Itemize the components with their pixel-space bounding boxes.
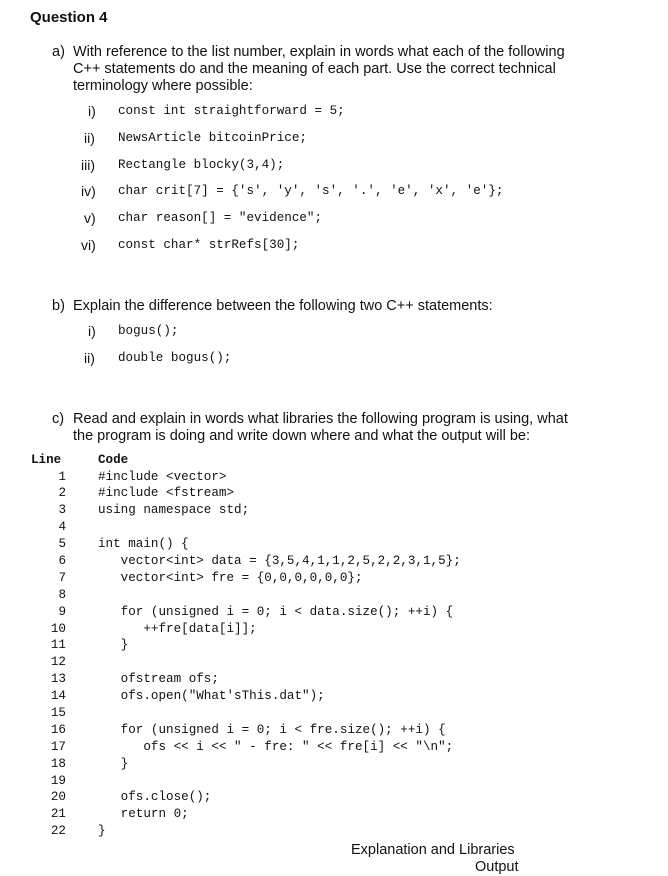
question-title: Question 4 (30, 9, 108, 26)
code-line-text: #include <fstream> (98, 486, 235, 501)
part-c-line: the program is doing and write down where and what the output will be: (73, 428, 531, 444)
code-line-number: 21 (50, 807, 66, 822)
code-line-text: ++fre[data[i]]; (98, 621, 257, 636)
part-a-item-code: Rectangle blocky(3,4); (118, 158, 285, 172)
part-a-item-num: vi) (81, 237, 96, 253)
code-line-number: 17 (50, 739, 66, 754)
code-line-number: 3 (58, 503, 66, 518)
code-line-number: 4 (58, 520, 66, 535)
part-a-line: With reference to the list number, explain in words what each of the following (73, 44, 565, 60)
code-line-number: 10 (50, 621, 66, 636)
code-line-text: vector<int> data = {3,5,4,1,1,2,5,2,2,3,1,5}; (98, 553, 461, 568)
code-line-number: 15 (50, 705, 66, 720)
code-line-number: 13 (50, 672, 66, 687)
code-line-text: } (98, 756, 129, 771)
code-line-text: for (unsigned i = 0; i < fre.size(); ++i) { (98, 722, 446, 737)
code-line-number: 1 (58, 469, 66, 484)
part-a-item-code: NewsArticle bitcoinPrice; (118, 131, 307, 145)
code-line-text: ofstream ofs; (98, 672, 219, 687)
code-line-text: } (98, 638, 129, 653)
part-a-item-code: const int straightforward = 5; (118, 104, 345, 118)
code-line-number: 5 (58, 537, 66, 552)
code-line-number: 6 (58, 553, 66, 568)
code-line-text: #include <vector> (98, 469, 227, 484)
code-line-number: 2 (58, 486, 66, 501)
code-line-number: 8 (58, 587, 66, 602)
part-c-label: c) (52, 411, 65, 427)
part-a-item-code: char crit[7] = {'s', 'y', 's', '.', 'e', 'x', 'e'}; (118, 184, 504, 198)
code-line-number: 20 (50, 790, 66, 805)
code-line-number: 19 (50, 773, 66, 788)
code-line-text: vector<int> fre = {0,0,0,0,0,0}; (98, 570, 363, 585)
code-line-number: 18 (50, 756, 66, 771)
part-a-text (73, 44, 598, 95)
part-a-item-num: iv) (81, 183, 96, 199)
part-a-item-num: v) (84, 210, 96, 226)
part-b-item-code: double bogus(); (118, 351, 232, 365)
part-a-item-num: iii) (81, 157, 95, 173)
part-a-item-num: i) (88, 103, 96, 119)
part-b-item-num: i) (88, 323, 96, 339)
part-a-item-code: const char* strRefs[30]; (118, 238, 300, 252)
part-a-item-code: char reason[] = "evidence"; (118, 211, 323, 225)
code-line-text: return 0; (98, 807, 189, 822)
code-line-number: 11 (50, 638, 66, 653)
part-a-label: a) (52, 44, 65, 60)
code-column-header: Code (98, 453, 129, 467)
code-line-number: 16 (50, 722, 66, 737)
part-c-line: Read and explain in words what libraries the following program is using, what (73, 411, 568, 427)
code-line-text: int main() { (98, 537, 189, 552)
code-line-text: for (unsigned i = 0; i < data.size(); ++i) { (98, 604, 454, 619)
code-line-number: 22 (50, 824, 66, 839)
code-line-text: using namespace std; (98, 503, 250, 518)
code-line-text: } (98, 824, 106, 839)
marks-explanation-libraries: Explanation and Libraries (351, 842, 515, 858)
code-line-text: ofs.open("What'sThis.dat"); (98, 689, 325, 704)
code-line-number: 9 (58, 604, 66, 619)
part-a-line: terminology where possible: (73, 78, 253, 94)
code-line-number: 14 (50, 689, 66, 704)
part-b-text: Explain the difference between the following two C++ statements: (73, 298, 493, 314)
line-column-header: Line (31, 453, 62, 467)
code-line-number: 12 (50, 655, 66, 670)
marks-output: Output (475, 859, 519, 875)
part-b-item-num: ii) (84, 350, 95, 366)
code-line-number: 7 (58, 570, 66, 585)
part-b-label: b) (52, 298, 65, 314)
part-a-line: C++ statements do and the meaning of each part. Use the correct technical (73, 61, 556, 77)
part-b-item-code: bogus(); (118, 324, 179, 338)
code-line-text: ofs << i << " - fre: " << fre[i] << "\n"; (98, 739, 454, 754)
part-a-item-num: ii) (84, 130, 95, 146)
part-c-text (73, 411, 598, 445)
code-line-text: ofs.close(); (98, 790, 212, 805)
